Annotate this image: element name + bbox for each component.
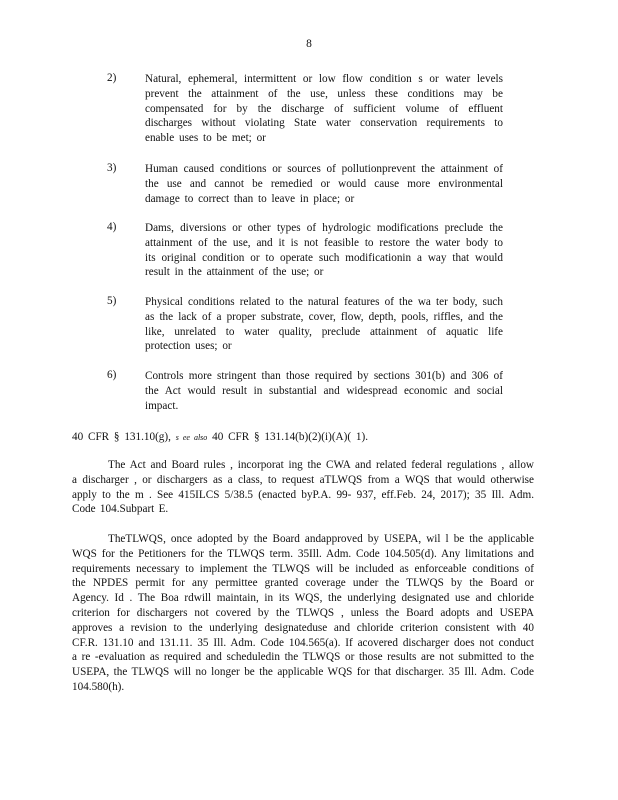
list-item-number: 3) bbox=[107, 162, 117, 174]
body-paragraph: The Act and Board rules , incorporat ing the CWA and related federal regulations , allow a discharger , or dischargers as a class, to request aTLWQS from a WQS that would otherwise apply to the m . See 415ILCS 5/38.5 (enacted byP.A. 99- 937, eff.Feb. 24, 2017); 35 Ill. Adm. Code 104.Subpart E. bbox=[72, 459, 534, 516]
citation-text-tail: 40 CFR § 131.14(b)(2)(i)(A)( 1). bbox=[207, 431, 368, 443]
list-item-text: Natural, ephemeral, intermittent or low flow condition s or water levels prevent the attainment of the use, unless these conditions may be compensated for by the discharge of sufficient volume of effluent discharges without violating State water conservation requirements to enable uses to be met; or bbox=[145, 73, 503, 145]
list-item-text: Physical conditions related to the natural features of the wa ter body, such as the lack of a proper substrate, cover, flow, depth, pools, riffles, and the like, unrelated to water quality, preclude attainment of aquatic life protection uses; or bbox=[145, 296, 503, 353]
list-item-number: 5) bbox=[107, 295, 117, 307]
page-number: 8 bbox=[306, 38, 312, 50]
list-item-number: 4) bbox=[107, 221, 117, 233]
body-paragraph: TheTLWQS, once adopted by the Board andapproved by USEPA, wil l be the applicable WQS for the Petitioners for the TLWQS term. 35Ill. Adm. Code 104.505(d). Any limitations and requirements necessary to implement the TLWQS will be included as enforceable conditions of the NPDES permit for any permittee granted coverage under the TLWQS by the Board or Agency. Id . The Boa rdwill maintain, in its WQS, the underlying designated use and chloride criterion for dischargers not covered by the TLWQS , unless the Board adopts and USEPA approves a revision to the underlying designateduse and chloride criterion consistent with 40 CF.R. 131.10 and 131.11. 35 Ill. Adm. Code 104.565(a). If acovered discharger does not conduct a re -evaluation as required and scheduledin the TLWQS or those results are not submitted to the USEPA, the TLWQS will no longer be the applicable WQS for that discharger. 35 Ill. Adm. Code 104.580(h). bbox=[72, 533, 534, 693]
list-item-number: 2) bbox=[107, 72, 117, 84]
list-item-text: Human caused conditions or sources of pollutionprevent the attainment of the use and cannot be remedied or would cause more environmental damage to correct than to leave in place; or bbox=[145, 163, 503, 205]
citation-see-also: s ee also bbox=[175, 433, 208, 442]
citation-text: 40 CFR § 131.10(g), bbox=[72, 431, 176, 443]
list-item-text: Controls more stringent than those required by sections 301(b) and 306 of the Act would result in substantial and widespread economic and social impact. bbox=[145, 370, 503, 412]
list-item-text: Dams, diversions or other types of hydrologic modifications preclude the attainment of the use, and it is not feasible to restore the water body to its original condition or to operate such modificationin a way that would result in the attainment of the use; or bbox=[145, 222, 503, 279]
list-item-number: 6) bbox=[107, 369, 117, 381]
citation bbox=[72, 430, 552, 446]
